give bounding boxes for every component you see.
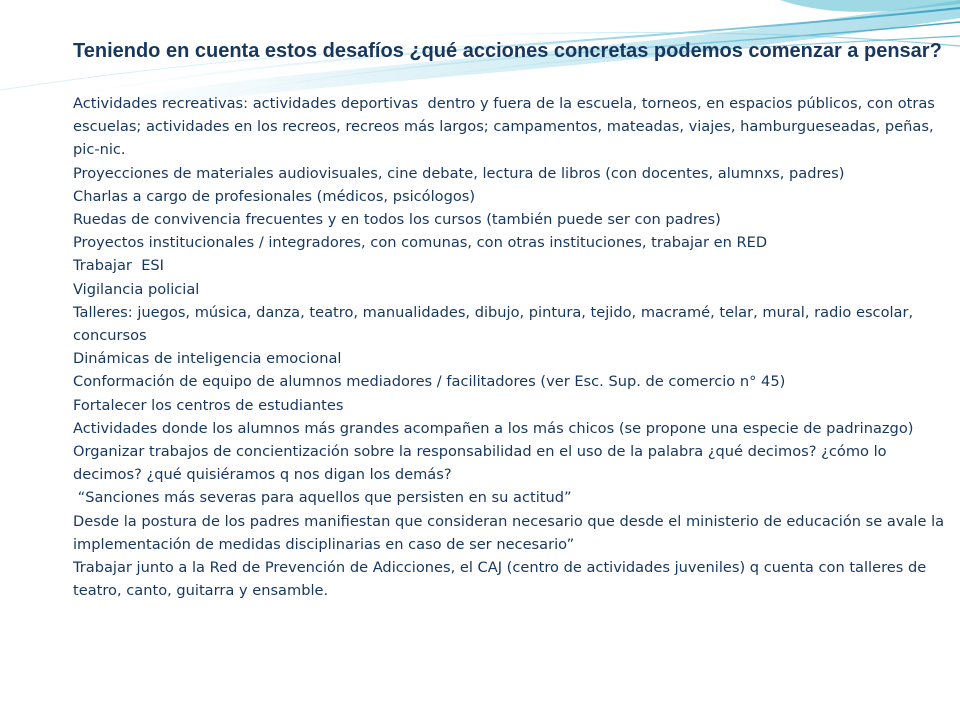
paragraph-dinamicas: Dinámicas de inteligencia emocional (73, 350, 342, 368)
slide-body (73, 92, 948, 602)
paragraph-ruedas-convivencia: Ruedas de convivencia frecuentes y en todos los cursos (también puede ser con padres) (73, 211, 721, 229)
paragraph-talleres: Talleres: juegos, música, danza, teatro, manualidades, dibujo, pintura, tejido, macramé, telar, mural, radio escolar, concursos (73, 303, 918, 345)
paragraph-centros-estudiantes: Fortalecer los centros de estudiantes (73, 396, 344, 414)
paragraph-mediadores: Conformación de equipo de alumnos mediadores / facilitadores (ver Esc. Sup. de comercio n° 45) (73, 373, 786, 391)
paragraph-charlas: Charlas a cargo de profesionales (médicos, psicólogos) (73, 187, 476, 205)
paragraph-red-prevencion: Trabajar junto a la Red de Prevención de Adicciones, el CAJ (centro de actividades juveniles) q cuenta con talleres de teatro, canto, guitarra y ensamble. (73, 559, 931, 600)
paragraph-padrinazgo: Actividades donde los alumnos más grandes acompañen a los más chicos (se propone una especie de padrinazgo) (73, 419, 914, 437)
paragraph-sanciones: “Sanciones más severas para aquellos que persisten en su actitud” (73, 489, 572, 507)
paragraph-concientizacion: Organizar trabajos de concientización sobre la responsabilidad en el uso de la palabra ¿qué decimos? ¿cómo lo decimos? ¿qué quisiéramos q nos digan los demás? (73, 443, 892, 484)
paragraph-trabajar-esi: Trabajar ESI (73, 257, 164, 275)
paragraph-proyecciones: Proyecciones de materiales audiovisuales, cine debate, lectura de libros (con docentes, alumnxs, padres) (73, 164, 845, 182)
paragraph-vigilancia-policial: Vigilancia policial (73, 280, 200, 298)
paragraph-proyectos-institucionales: Proyectos institucionales / integradores, con comunas, con otras instituciones, trabajar en RED (73, 234, 768, 252)
paragraph-actividades-recreativas: Actividades recreativas: actividades deportivas dentro y fuera de la escuela, torneos, en espacios públicos, con otras escuelas; actividades en los recreos, recreos más largos; campamentos, mateadas, viajes, hamburgueseadas, peñas, pic-nic. (73, 95, 940, 159)
paragraph-postura-padres: Desde la postura de los padres manifiestan que consideran necesario que desde el ministerio de educación se avale la implementación de medidas disciplinarias en caso de ser necesario” (73, 512, 949, 553)
slide-content (73, 38, 948, 602)
slide-title: Teniendo en cuenta estos desafíos ¿qué acciones concretas podemos comenzar a pensar? (73, 40, 942, 62)
